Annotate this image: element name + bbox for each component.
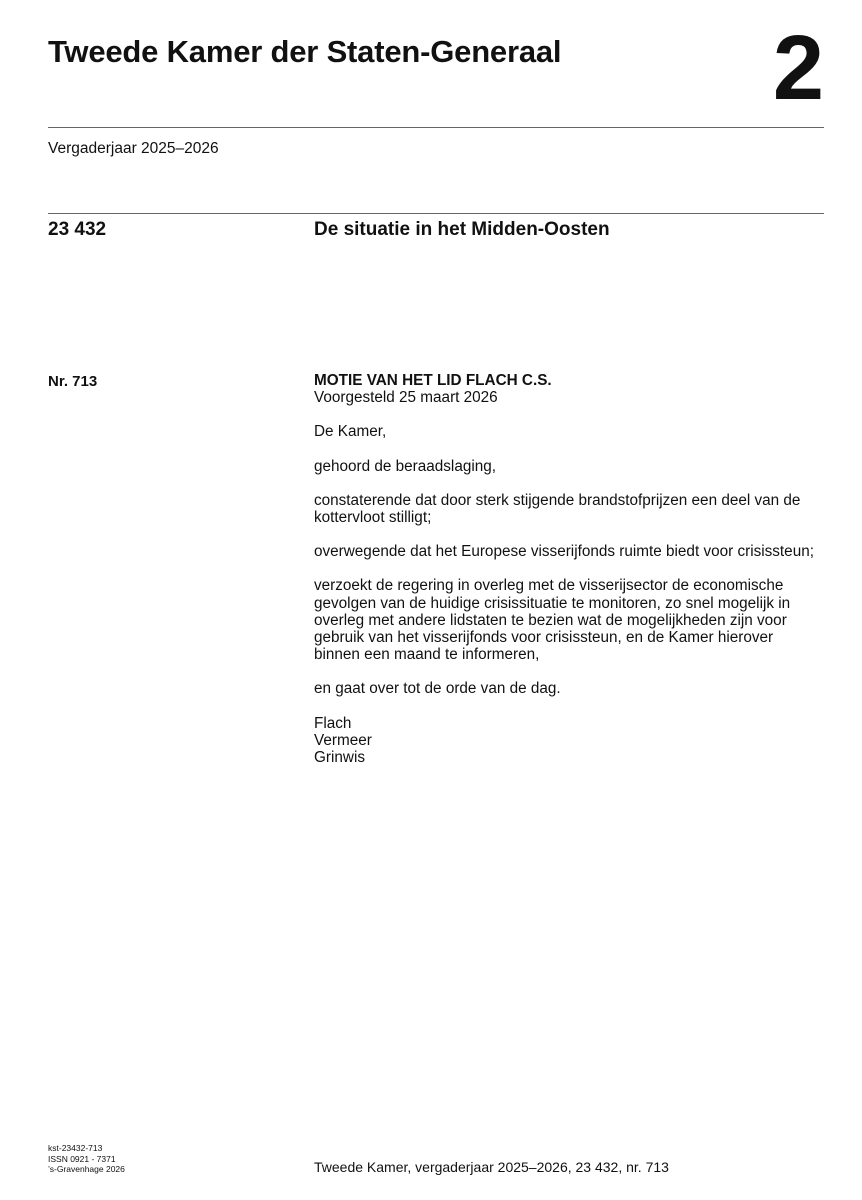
addressee: De Kamer, xyxy=(314,423,387,441)
signatory: Grinwis xyxy=(314,749,365,767)
page-number: 2 xyxy=(772,17,822,119)
document-number: Nr. 713 xyxy=(48,373,98,390)
colophon xyxy=(48,1143,125,1175)
session-year: Vergaderjaar 2025–2026 xyxy=(48,140,219,157)
signatories xyxy=(314,715,814,767)
dossier-number: 23 432 xyxy=(48,219,107,240)
place-year: ’s-Gravenhage 2026 xyxy=(48,1164,125,1174)
closing-clause: en gaat over tot de orde van de dag. xyxy=(314,680,561,698)
request-line: verzoekt de regering in overleg met de visserijsector de economische xyxy=(314,577,784,595)
proposed-date: Voorgesteld 25 maart 2026 xyxy=(314,389,498,407)
signatory: Vermeer xyxy=(314,731,372,749)
considering-clause xyxy=(314,492,814,526)
header-divider xyxy=(48,127,824,128)
issn: ISSN 0921 - 7371 xyxy=(48,1153,116,1164)
dossier-divider xyxy=(48,213,824,214)
kst-code: kst-23432-713 xyxy=(48,1143,103,1153)
heard-clause: gehoord de beraadslaging, xyxy=(314,457,497,475)
footer-reference: Tweede Kamer, vergaderjaar 2025–2026, 23 432, nr. 713 xyxy=(314,1159,669,1175)
request-line: binnen een maand te informeren, xyxy=(314,646,540,664)
motion-body xyxy=(314,372,814,766)
considering-line: constaterende dat door sterk stijgende brandstofprijzen een deel van de xyxy=(314,491,801,509)
request-line: gevolgen van de huidige crisissituatie te monitoren, zo snel mogelijk in xyxy=(314,594,791,612)
signatory: Flach xyxy=(314,714,352,732)
motion-title: MOTIE VAN HET LID FLACH C.S. xyxy=(314,372,552,389)
dossier-title: De situatie in het Midden-Oosten xyxy=(314,219,610,240)
weighing-clause: overwegende dat het Europese visserijfonds ruimte biedt voor crisissteun; xyxy=(314,543,814,561)
request-line: gebruik van het visserijfonds voor crisissteun, en de Kamer hierover xyxy=(314,629,774,647)
institution-title: Tweede Kamer der Staten-Generaal xyxy=(48,34,562,69)
considering-line: kottervloot stilligt; xyxy=(314,509,432,527)
request-clause xyxy=(314,577,814,663)
request-line: overleg met andere lidstaten te bezien wat de mogelijkheden zijn voor xyxy=(314,611,787,629)
